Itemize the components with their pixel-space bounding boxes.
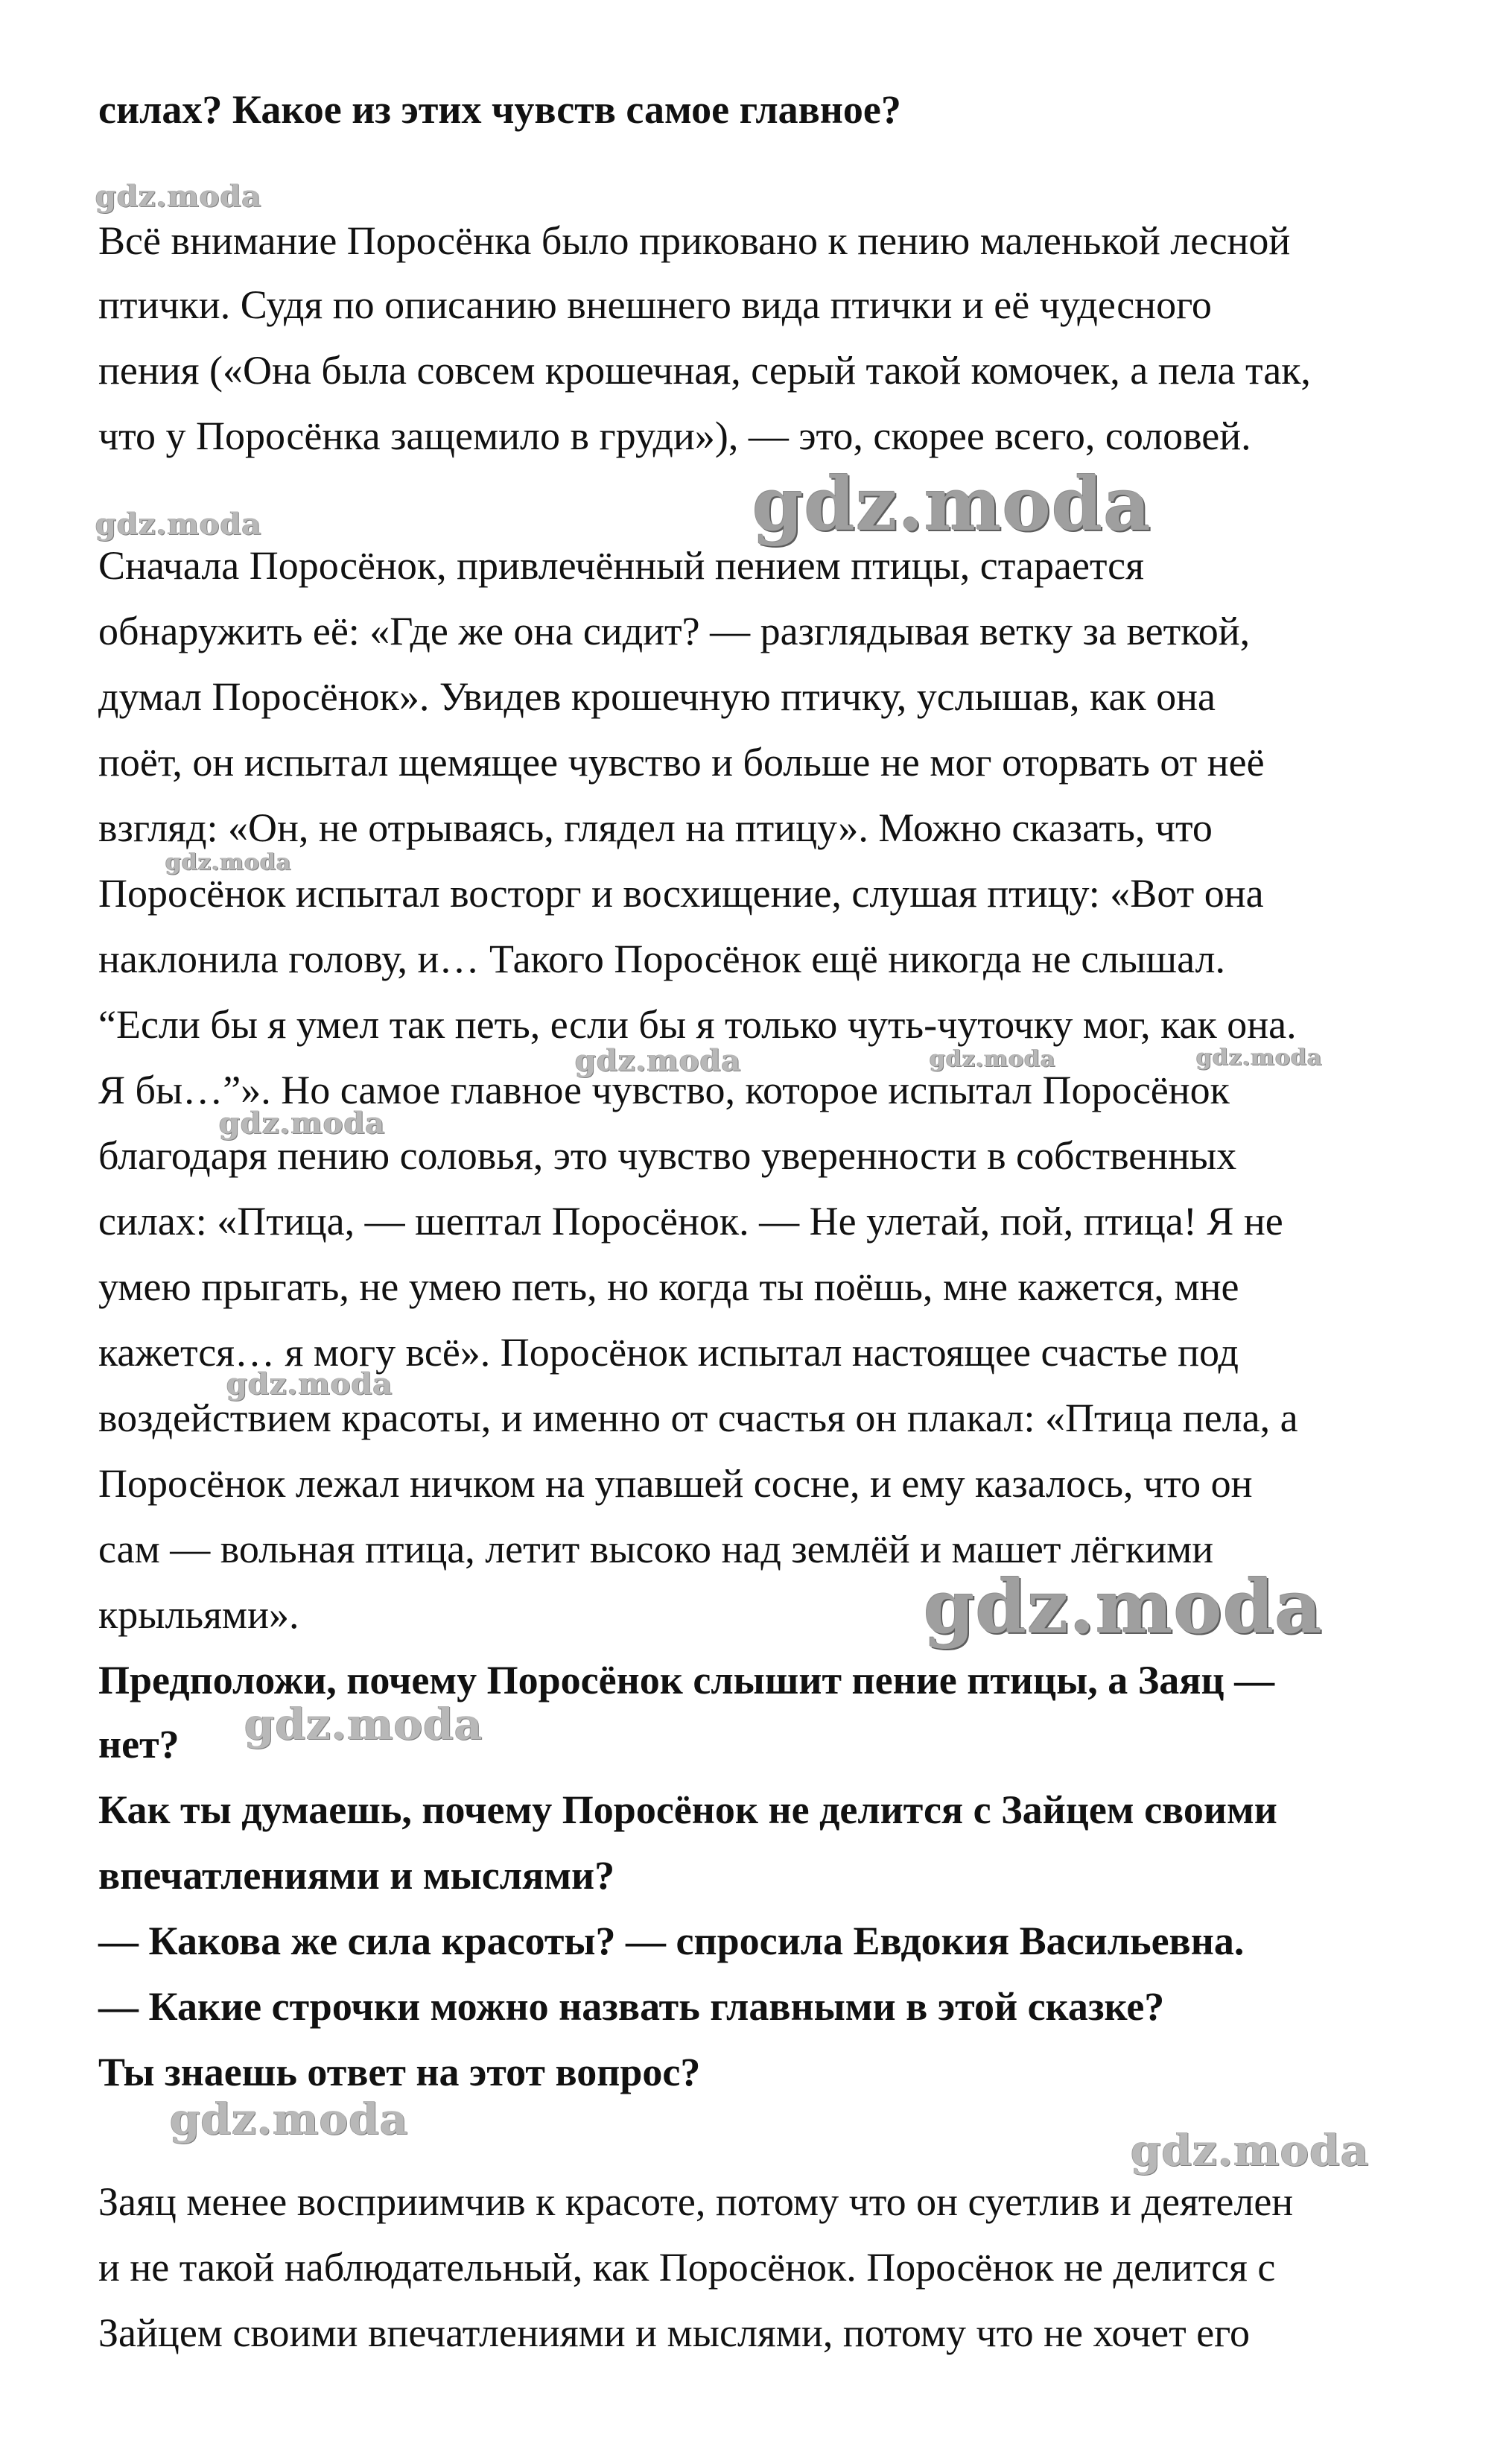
answer-line: умею прыгать, не умею петь, но когда ты поёшь, мне кажется, мне	[98, 1264, 1239, 1309]
question-line: впечатлениями и мыслями?	[98, 1853, 615, 1898]
answer-line: Поросёнок лежал ничком на упавшей сосне, и ему казалось, что он	[98, 1461, 1253, 1506]
answer-line: взгляд: «Он, не отрываясь, глядел на птицу». Можно сказать, что	[98, 805, 1213, 850]
watermark: gdz.moda	[165, 849, 292, 875]
answer-line: кажется… я могу всё». Поросёнок испытал настоящее счастье под	[98, 1330, 1239, 1375]
answer-line: Сначала Поросёнок, привлечённый пением птицы, старается	[98, 543, 1144, 588]
answer-line: птички. Судя по описанию внешнего вида птички и её чудесного	[98, 282, 1212, 327]
answer-line: воздействием красоты, и именно от счастья он плакал: «Птица пела, а	[98, 1396, 1298, 1440]
answer-line: поёт, он испытал щемящее чувство и больше не мог оторвать от неё	[98, 740, 1265, 785]
answer-line: что у Поросёнка защемило в груди»), — это, скорее всего, соловей.	[98, 414, 1251, 458]
question-line: — Какова же сила красоты? — спросила Евдокия Васильевна.	[98, 1919, 1245, 1963]
answer-line: сам — вольная птица, летит высоко над землёй и машет лёгкими	[98, 1527, 1214, 1571]
watermark: gdz.moda	[1131, 2125, 1370, 2176]
watermark: gdz.moda	[752, 462, 1152, 548]
watermark: gdz.moda	[95, 179, 262, 214]
answer-line: “Если бы я умел так петь, если бы я только чуть-чуточку мог, как она.	[98, 1002, 1297, 1047]
question-line: нет?	[98, 1722, 180, 1767]
watermark: gdz.moda	[930, 1046, 1056, 1072]
answer-line: крыльями».	[98, 1592, 299, 1637]
answer-line: Заяц менее восприимчив к красоте, потому что он суетлив и деятелен	[98, 2179, 1294, 2224]
answer-line: Поросёнок испытал восторг и восхищение, слушая птицу: «Вот она	[98, 871, 1264, 916]
watermark: gdz.moda	[170, 2094, 409, 2144]
answer-line: благодаря пению соловья, это чувство уверенности в собственных	[98, 1133, 1237, 1178]
question-line: Как ты думаешь, почему Поросёнок не делится с Зайцем своими	[98, 1787, 1277, 1832]
watermark: gdz.moda	[1196, 1045, 1323, 1071]
answer-line: обнаружить её: «Где же она сидит? — разглядывая ветку за веткой,	[98, 609, 1251, 653]
question-line: силах? Какое из этих чувств самое главное?	[98, 87, 901, 132]
watermark: gdz.moda	[244, 1699, 483, 1749]
answer-line: Всё внимание Поросёнка было приковано к пению маленькой лесной	[98, 218, 1291, 263]
watermark: gdz.moda	[575, 1043, 742, 1078]
watermark: gdz.moda	[219, 1106, 386, 1141]
answer-line: думал Поросёнок». Увидев крошечную птичку, услышав, как она	[98, 674, 1216, 719]
question-line: — Какие строчки можно назвать главными в этой сказке?	[98, 1984, 1165, 2029]
watermark: gdz.moda	[95, 507, 262, 542]
answer-line: Я бы…”». Но самое главное чувство, которое испытал Поросёнок	[98, 1068, 1230, 1112]
question-line: Предположи, почему Поросёнок слышит пение птицы, а Заяц —	[98, 1658, 1275, 1702]
answer-line: и не такой наблюдательный, как Поросёнок. Поросёнок не делится с	[98, 2245, 1276, 2290]
answer-line: наклонила голову, и… Такого Поросёнок ещё никогда не слышал.	[98, 937, 1226, 981]
question-line: Ты знаешь ответ на этот вопрос?	[98, 2050, 701, 2094]
watermark: gdz.moda	[226, 1366, 393, 1401]
watermark: gdz.moda	[924, 1565, 1323, 1650]
answer-line: пения («Она была совсем крошечная, серый такой комочек, а пела так,	[98, 348, 1311, 393]
answer-line: Зайцем своими впечатлениями и мыслями, потому что не хочет его	[98, 2310, 1250, 2355]
answer-line: силах: «Птица, — шептал Поросёнок. — Не улетай, пой, птица! Я не	[98, 1199, 1283, 1244]
